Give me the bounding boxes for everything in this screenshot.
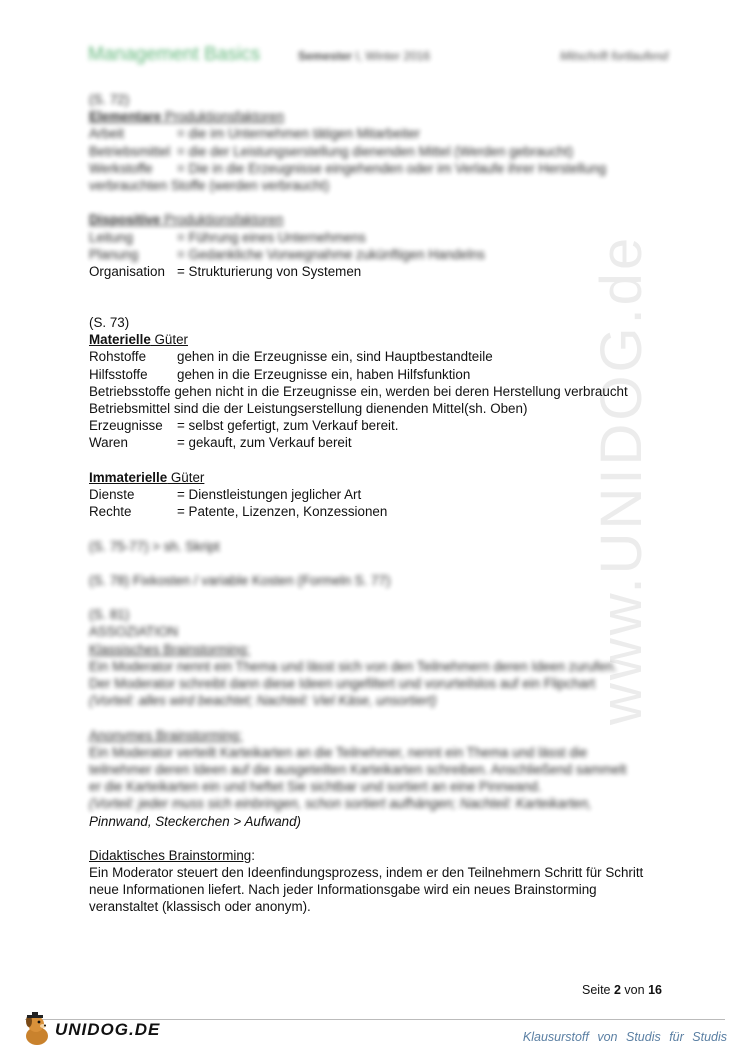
definition: = die der Leistungserstellung dienenden Mittel (Werden gebraucht): [177, 143, 574, 159]
text-line: Der Moderator schreibt dann diese Ideen ungefiltert und vorurteilslos auf ein Flipchart: [89, 676, 596, 691]
term: Dienste: [89, 486, 135, 502]
semester-info: [298, 49, 430, 63]
text-line: Pinnwand, Steckerchen > Aufwand): [89, 813, 302, 829]
definition-row: [89, 348, 669, 365]
term: Arbeit: [89, 126, 124, 142]
definition-row: [89, 417, 669, 434]
term: Betriebsmittel: [89, 143, 171, 159]
heading-text: Didaktisches Brainstorming: [89, 847, 252, 863]
definition: = gekauft, zum Verkauf bereit: [177, 435, 352, 451]
assoziation-label: ASSOZIATION: [89, 624, 179, 640]
text-line: teilnehmer deren Ideen auf die ausgeteilten Karteikarten schreiben. Anschließend sammelt: [89, 761, 627, 777]
definition-row: [89, 366, 669, 383]
heading-rest: Produktionsfaktoren: [161, 109, 285, 125]
heading-rest: Produktionsfaktoren: [160, 212, 284, 228]
definition-row: [89, 125, 669, 142]
section-dispositive: [89, 211, 669, 263]
klassisch-heading: Klassisches Brainstorming:: [89, 641, 250, 657]
definition-row: [89, 143, 669, 160]
unidog-logo: [22, 1012, 161, 1048]
didaktisch-paragraph: Ein Moderator steuert den Ideenfindungsprozess, indem er den Teilnehmern Schritt für Schritt neue Informationen liefert. Nach jeder Informationsgabe wird ein neues Brainstorming veranstaltet (klassisch oder anonym).: [89, 865, 644, 915]
heading-bold: Dispositive: [89, 212, 161, 228]
section-heading-materielle: [89, 331, 669, 348]
text-line: er die Karteikarten ein und heftet Sie sichtbar und sortiert an eine Pinnwand.: [89, 779, 542, 795]
heading-colon: :: [251, 847, 255, 863]
term: Werkstoffe: [89, 160, 153, 176]
page-number: [582, 983, 662, 997]
definition-row: [89, 434, 669, 451]
definition-row: [89, 503, 669, 520]
definition: = Dienstleistungen jeglicher Art: [177, 486, 362, 502]
page-sep: von: [624, 983, 645, 997]
term: Rechte: [89, 504, 132, 520]
section-assoziation: [89, 606, 669, 812]
section-references: [89, 538, 669, 607]
term: Hilfsstoffe: [89, 366, 148, 382]
footer-slogan: Klausurstoff von Studis für Studis: [522, 1030, 727, 1044]
semester-value: I, Winter 2016: [355, 49, 431, 63]
reference-line: (S. 75-77) > sh. Skript: [89, 538, 220, 554]
definition: = Patente, Lizenzen, Konzessionen: [177, 504, 388, 520]
definition-row: Betriebsstoffe gehen nicht in die Erzeugnisse ein, werden bei deren Herstellung verbraucht: [89, 383, 628, 399]
dog-icon: [22, 1012, 56, 1048]
definition: = Die in die Erzeugnisse eingehenden oder im Verlaufe ihrer Herstellung: [177, 160, 607, 176]
text-line: (Vorteil: alles wird beachtet; Nachteil: Viel Käse, unsortiert): [89, 693, 437, 709]
page-header: [88, 44, 668, 72]
definition: = Gedankliche Vorwegnahme zukünftigen Handelns: [177, 246, 485, 262]
page-ref: (S. 72): [89, 92, 130, 107]
definition-row: [89, 160, 669, 177]
heading-rest: Güter: [167, 469, 205, 485]
heading-rest: Güter: [150, 332, 188, 348]
logo-text: UNIDOG.DE: [55, 1020, 161, 1039]
page-ref: (S. 73): [89, 315, 130, 331]
page-total: 16: [648, 983, 662, 997]
term: Leitung: [89, 229, 133, 245]
watermark: www.UNIDOG.de: [589, 234, 654, 725]
definition-row: [89, 229, 669, 246]
section-heading: [89, 108, 669, 125]
heading-bold: Materielle: [89, 332, 151, 348]
definition: = selbst gefertigt, zum Verkauf bereit.: [177, 418, 399, 434]
semester-label: Semester: [298, 49, 353, 63]
heading-bold: Elementare: [89, 109, 162, 125]
term: Erzeugnisse: [89, 418, 163, 434]
section-heading-immaterielle: [89, 469, 669, 486]
heading-bold: Immaterielle: [89, 469, 168, 485]
section-heading: [89, 211, 669, 228]
definition-row: [89, 486, 669, 503]
definition: = Strukturierung von Systemen: [177, 263, 362, 279]
page-current: 2: [613, 983, 621, 997]
section-elementare: [89, 91, 669, 194]
reference-line: (S. 78) Fixkosten / variable Kosten (Formeln S. 77): [89, 572, 391, 588]
term: Rohstoffe: [89, 349, 147, 365]
term: Waren: [89, 435, 128, 451]
definition: = die im Unternehmen tätigen Mitarbeiter: [177, 126, 421, 142]
didaktisch-heading: [89, 847, 669, 864]
definition: = Führung eines Unternehmens: [177, 229, 366, 245]
definition-row-organisation: [89, 263, 669, 280]
document-title: Management Basics: [88, 44, 261, 65]
definition: gehen in die Erzeugnisse ein, sind Hauptbestandteile: [177, 349, 493, 365]
definition: gehen in die Erzeugnisse ein, haben Hilfsfunktion: [177, 366, 471, 382]
term: Organisation: [89, 263, 165, 279]
text-line: Ein Moderator nennt ein Thema und lässt sich von den Teilnehmern deren Ideen zurufen.: [89, 658, 618, 674]
definition-continuation: verbrauchten Stoffe (werden verbraucht): [89, 177, 330, 193]
definition-row: [89, 246, 669, 263]
document-body: [89, 91, 669, 916]
header-note: Mitschrift fortlaufend: [559, 49, 668, 63]
definition-row: Betriebsmittel sind die der Leistungserstellung dienenden Mittel(sh. Oben): [89, 401, 528, 416]
anonym-heading: Anonymes Brainstorming:: [89, 727, 243, 743]
term: Planung: [89, 246, 139, 262]
text-line: Ein Moderator verteilt Karteikarten an die Teilnehmer, nennt ein Thema und lässt die: [89, 744, 588, 760]
text-line: (Vorteil: jeder muss sich einbringen, schon sortiert aufhängen; Nachteil: Karteikarten,: [89, 796, 592, 812]
page-ref: (S. 81): [89, 607, 130, 623]
page-prefix: Seite: [582, 983, 611, 997]
